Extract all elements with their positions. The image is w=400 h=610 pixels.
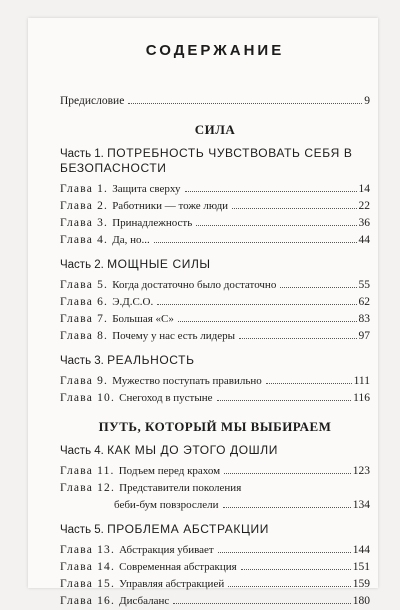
chapter-number: Глава 1. [60, 183, 113, 195]
toc-entry-chapter [60, 463, 370, 480]
toc-entry-chapter [60, 576, 370, 593]
chapter-label [60, 576, 224, 593]
chapter-page: 111 [353, 375, 370, 387]
chapter-page: 44 [358, 234, 370, 246]
chapter-label [60, 215, 192, 232]
chapter-title: Снегоход в пустыне [119, 392, 213, 404]
chapter-title-cont: беби-бум повзрослели [114, 499, 219, 511]
part-heading [60, 353, 370, 368]
chapter-number: Глава 8. [60, 330, 113, 342]
chapter-title: Защита сверху [112, 183, 181, 195]
leader-dots [128, 103, 362, 104]
toc-entry-chapter [60, 559, 370, 576]
toc-entry-chapter [60, 328, 370, 345]
chapter-label [60, 542, 214, 559]
chapter-number: Глава 2. [60, 200, 113, 212]
chapter-page: 123 [352, 465, 370, 477]
book-page [28, 18, 378, 607]
chapter-title: Абстракция убивает [119, 544, 214, 556]
leader-dots [223, 507, 351, 508]
chapter-title: Да, но... [112, 234, 150, 246]
leader-dots [280, 287, 356, 288]
chapter-title: Почему у нас есть лидеры [112, 330, 235, 342]
leader-dots [218, 552, 351, 553]
chapter-number: Глава 3. [60, 217, 113, 229]
chapter-page: 144 [352, 544, 370, 556]
chapter-title: Мужество поступать правильно [112, 375, 262, 387]
part-heading [60, 443, 370, 458]
chapter-page: 159 [352, 578, 370, 590]
leader-dots [232, 208, 356, 209]
chapter-page: 180 [352, 595, 370, 607]
chapter-label [60, 593, 169, 610]
toc-line [60, 497, 370, 514]
section-title: СИЛА [194, 122, 236, 137]
chapter-page: 151 [352, 561, 370, 573]
chapter-label [60, 311, 174, 328]
chapter-page: 116 [353, 392, 370, 404]
chapter-number: Глава 14. [60, 561, 120, 573]
chapter-title: Работники — тоже люди [112, 200, 229, 212]
leader-dots [217, 400, 352, 401]
table-of-contents [60, 42, 370, 610]
chapter-title: Дисбаланс [119, 595, 170, 607]
chapter-number: Глава 7. [60, 313, 113, 325]
toc-entry-chapter [60, 390, 370, 407]
chapter-number: Глава 13. [60, 544, 120, 556]
part-heading [60, 146, 370, 176]
part-number: Часть 4. [60, 445, 108, 457]
part-number: Часть 3. [60, 355, 108, 367]
toc-entry-chapter [60, 215, 370, 232]
chapter-number: Глава 9. [60, 375, 113, 387]
chapter-number: Глава 15. [60, 578, 120, 590]
chapter-title: Принадлежность [112, 217, 193, 229]
toc-entry-chapter [60, 480, 370, 514]
leader-dots [239, 338, 357, 339]
chapter-title: Когда достаточно было достаточно [112, 279, 277, 291]
toc-entry-chapter [60, 181, 370, 198]
chapter-label [60, 373, 262, 390]
chapter-title: Современная абстракция [119, 561, 237, 573]
toc-entry-chapter [60, 277, 370, 294]
chapter-number: Глава 12. [60, 482, 120, 494]
toc-entry-preface [60, 93, 370, 110]
chapter-number: Глава 6. [60, 296, 113, 308]
toc-entry-chapter [60, 232, 370, 249]
chapter-label [60, 390, 213, 407]
chapter-label [60, 559, 237, 576]
chapter-number: Глава 16. [60, 595, 120, 607]
preface-page: 9 [364, 95, 370, 107]
preface-label: Предисловие [60, 95, 125, 107]
chapter-number: Глава 5. [60, 279, 113, 291]
chapter-page: 134 [352, 499, 370, 511]
leader-dots [178, 321, 357, 322]
part-heading [60, 257, 370, 272]
toc-entry-chapter [60, 542, 370, 559]
chapter-label [60, 328, 235, 345]
chapter-page: 55 [358, 279, 370, 291]
chapter-label [60, 198, 228, 215]
chapter-title: Большая «С» [112, 313, 174, 325]
part-number: Часть 5. [60, 524, 108, 536]
part-number: Часть 2. [60, 259, 108, 271]
chapter-label [60, 181, 181, 198]
leader-dots [224, 473, 351, 474]
leader-dots [154, 242, 357, 243]
toc-entry-chapter [60, 311, 370, 328]
chapter-title: Управляя абстракцией [119, 578, 225, 590]
chapter-title: Э.Д.С.О. [112, 296, 154, 308]
chapter-page: 14 [358, 183, 370, 195]
leader-dots [196, 225, 356, 226]
toc-line [60, 480, 370, 497]
chapter-page: 62 [358, 296, 370, 308]
toc-entry-chapter [60, 373, 370, 390]
chapter-page: 22 [358, 200, 370, 212]
leader-dots [266, 383, 352, 384]
chapter-label [60, 463, 220, 480]
leader-dots [241, 569, 351, 570]
part-name: ПОТРЕБНОСТЬ ЧУВСТВОВАТЬ СЕБЯ В БЕЗОПАСНОСТИ [60, 146, 353, 175]
part-name: КАК МЫ ДО ЭТОГО ДОШЛИ [107, 443, 278, 457]
section-title: ПУТЬ, КОТОРЫЙ МЫ ВЫБИРАЕМ [98, 419, 332, 434]
toc-entry-chapter [60, 294, 370, 311]
leader-dots [228, 586, 351, 587]
toc-entry-chapter [60, 593, 370, 610]
chapter-page: 97 [358, 330, 370, 342]
leader-dots [173, 603, 350, 604]
part-name: РЕАЛЬНОСТЬ [107, 353, 195, 367]
chapter-title: Представители поколения [119, 482, 242, 494]
chapter-number: Глава 10. [60, 392, 120, 404]
chapter-number: Глава 4. [60, 234, 113, 246]
part-heading [60, 522, 370, 537]
part-name: МОЩНЫЕ СИЛЫ [107, 257, 211, 271]
chapter-page: 36 [358, 217, 370, 229]
chapter-label [60, 294, 153, 311]
toc-sections [60, 122, 370, 610]
part-name: ПРОБЛЕМА АБСТРАКЦИИ [107, 522, 269, 536]
part-number: Часть 1. [60, 148, 108, 160]
leader-dots [157, 304, 356, 305]
leader-dots [185, 191, 357, 192]
toc-entry-chapter [60, 198, 370, 215]
chapter-label [60, 480, 241, 497]
toc-title: СОДЕРЖАНИЕ [145, 42, 285, 59]
chapter-page: 83 [358, 313, 370, 325]
chapter-label [60, 232, 150, 249]
chapter-label [60, 277, 276, 294]
chapter-title: Подъем перед крахом [118, 465, 221, 477]
chapter-number: Глава 11. [60, 465, 119, 477]
